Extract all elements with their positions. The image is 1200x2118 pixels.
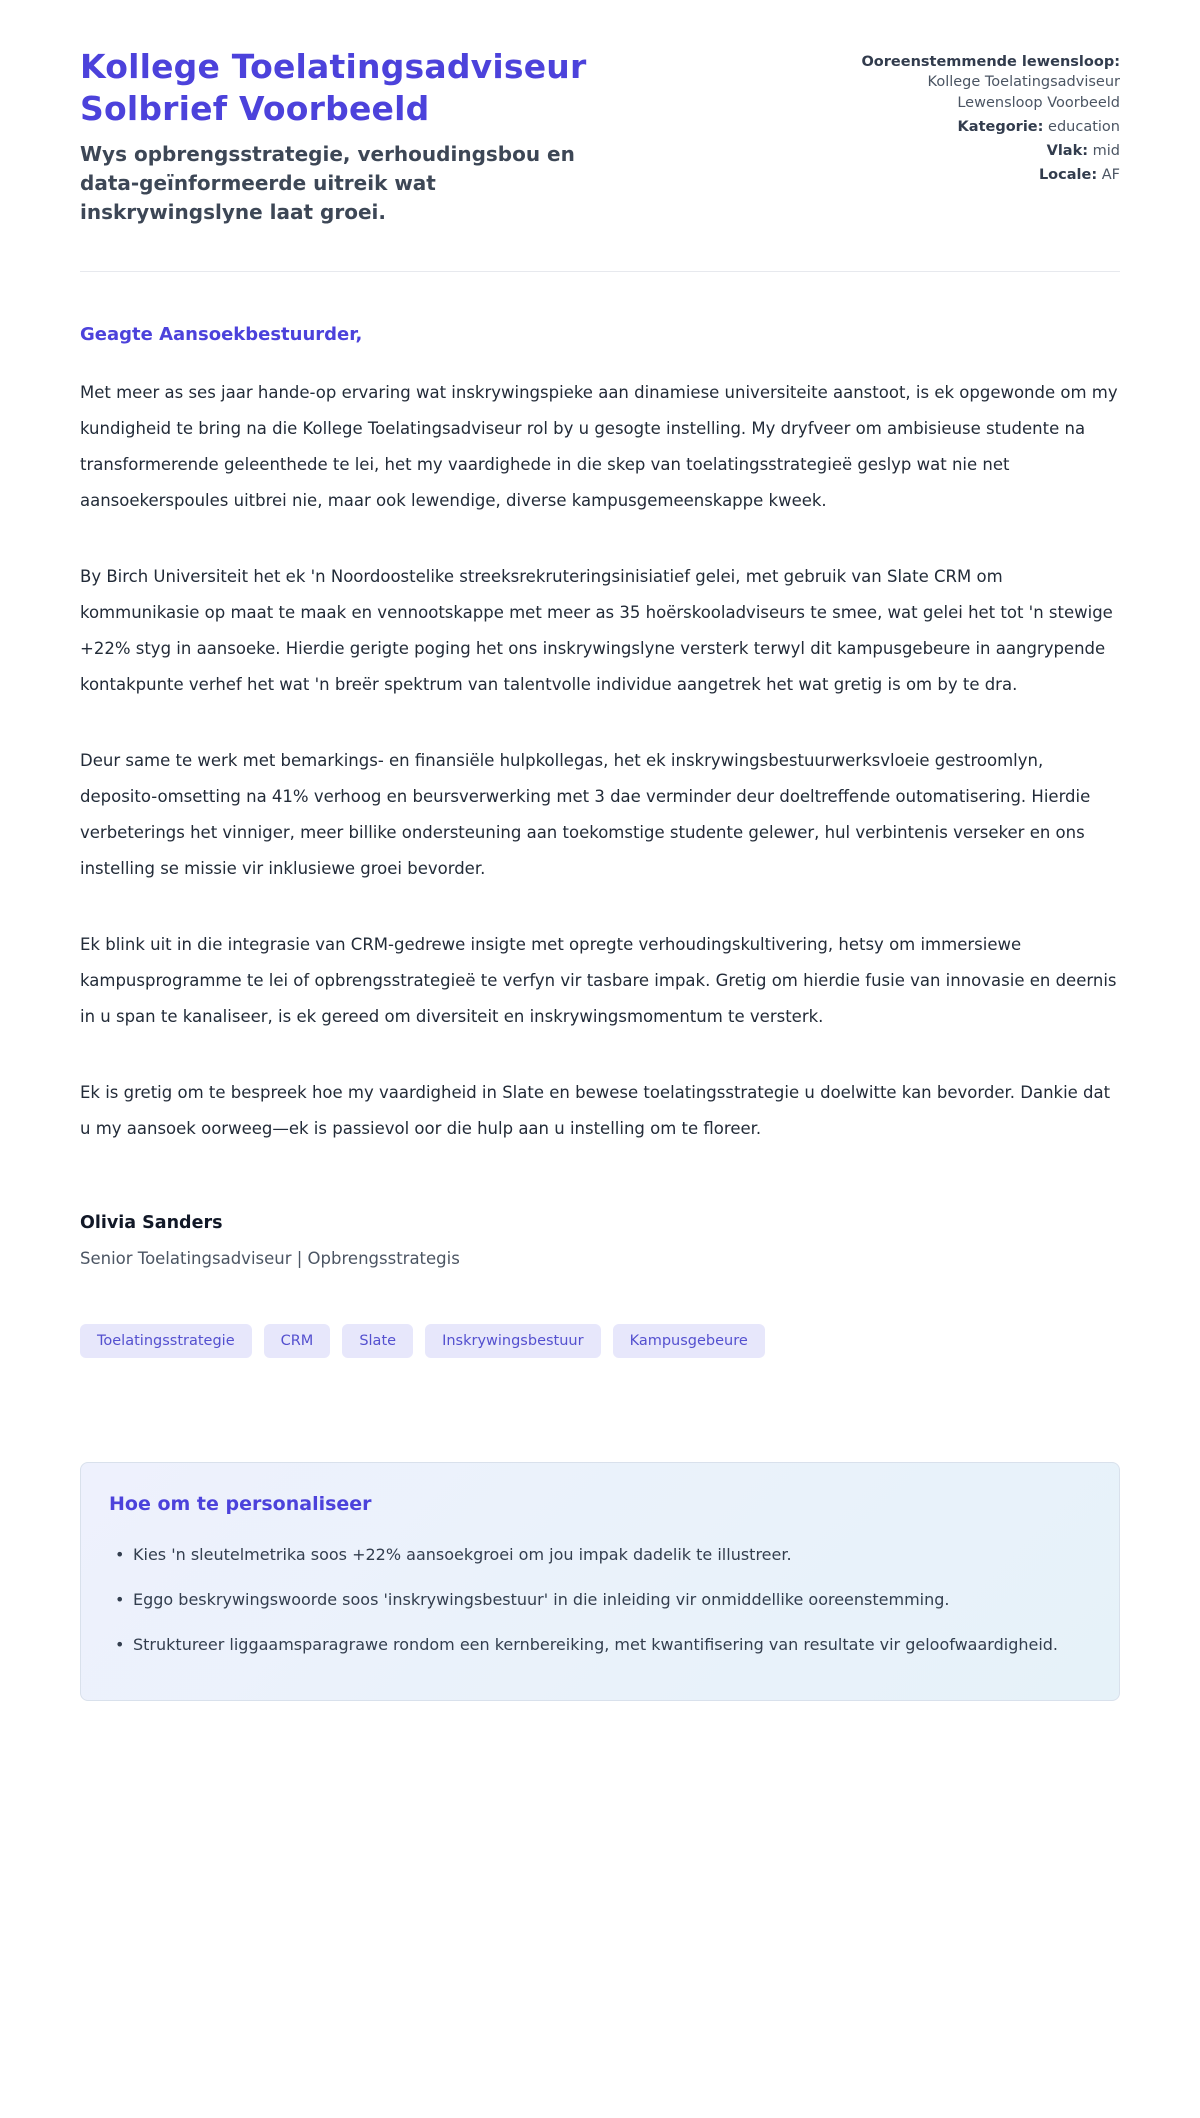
signature-name: Olivia Sanders [80, 1212, 223, 1233]
tag-chip[interactable]: Slate [342, 1324, 413, 1359]
page-title: Kollege Toelatingsadviseur Solbrief Voorbeeld [80, 47, 587, 129]
meta-category-value: education [1048, 118, 1120, 135]
meta-matching-resume-value: Kollege Toelatingsadviseur Lewensloop Voorbeeld [927, 74, 1120, 111]
letter-body [80, 324, 1120, 1267]
callout-bullet: • Kies 'n sleutelmetrika soos +22% aansoekgroei om jou impak dadelik te illustreer. [107, 1539, 1093, 1572]
letter-greeting: Geagte Aansoekbestuurder, [80, 324, 363, 346]
callout-heading: Hoe om te personaliseer [109, 1493, 372, 1516]
letter-paragraph: Met meer as ses jaar hande-op ervaring wat inskrywingspieke aan dinamiese universiteite aanstoot, is ek opgewonde om my kundigheid te bring na die Kollege Toelatingsadviseur rol by u gesogte instelling. My dryfveer om ambisieuse studente na transformerende geleenthede te lei, het my vaardighede in die skep van toelatingsstrategieë geslyp wat nie net aansoekerspoules uitbrei nie, maar ook lewendige, diverse kampusgemeenskappe kweek. [80, 383, 1118, 511]
header-title-block [80, 46, 640, 227]
meta-level-row [790, 141, 1120, 161]
header-divider [80, 271, 1120, 272]
letter-paragraph: By Birch Universiteit het ek 'n Noordoostelike streeksrekruteringsinisiatief gelei, met gebruik van Slate CRM om kommunikasie op maat te maak en vennootskappe met meer as 35 hoërskooladviseurs te smee, wat gelei het tot 'n stewige +22% styg in aansoeke. Hierdie gerigte poging het ons inskrywingslyne versterk terwyl dit kampusgebeure in aangrypende kontakpunte verhef het wat 'n breër spektrum van talentvolle individue aangetrek het wat gretig is om by te dra. [80, 567, 1113, 695]
meta-locale-label: Locale: [1038, 167, 1098, 184]
tag-chip[interactable]: Toelatingsstrategie [80, 1324, 252, 1359]
letter-paragraph: Ek blink uit in die integrasie van CRM-gedrewe insigte met opregte verhoudingskultivering, hetsy om immersiewe kampusprogramme te lei of opbrengsstrategieë te verfyn vir tasbare impak. Gretig om hierdie fusie van innovasie en deernis in u span te kanaliseer, is ek gereed om diversiteit en inskrywingsmomentum te versterk. [80, 935, 1117, 1027]
tag-chip[interactable]: Inskrywingsbestuur [425, 1324, 601, 1359]
header [80, 46, 1120, 227]
callout-bullet: • Eggo beskrywingswoorde soos 'inskrywingsbestuur' in die inleiding vir onmiddellike ooreenstemming. [107, 1584, 1093, 1617]
meta-level-label: Vlak: [1046, 143, 1089, 160]
meta-matching-resume-label: Ooreenstemmende lewensloop: [861, 54, 1120, 70]
tag-chip[interactable]: CRM [264, 1324, 331, 1359]
signature-block [80, 1213, 1120, 1268]
meta-category-row [790, 117, 1120, 137]
callout-bullet-list [107, 1539, 1093, 1661]
letter-paragraph: Deur same te werk met bemarkings- en finansiële hulpkollegas, het ek inskrywingsbestuurwerksvloeie gestroomlyn, deposito-omsetting na 41% verhoog en beursverwerking met 3 dae verminder deur doeltreffende outomatisering. Hierdie verbeterings het vinniger, meer billike ondersteuning aan toekomstige studente gelewer, hul verbintenis verseker en ons instelling se missie vir inklusiewe groei bevorder. [80, 751, 1091, 879]
meta-level-value: mid [1092, 143, 1120, 160]
tag-chip[interactable]: Kampusgebeure [613, 1324, 765, 1359]
meta-panel [790, 46, 1120, 186]
letter-paragraphs [80, 375, 1120, 1146]
meta-locale-value: AF [1101, 167, 1120, 184]
letter-paragraph: Ek is gretig om te bespreek hoe my vaardigheid in Slate en bewese toelatingsstrategie u doelwitte kan bevorder. Dankie dat u my aansoek oorweeg—ek is passievol oor die hulp aan u instelling om te floreer. [80, 1083, 1111, 1138]
callout-bullet: • Struktureer liggaamsparagrawe rondom een kernbereiking, met kwantifisering van resultate vir geloofwaardigheid. [107, 1629, 1093, 1662]
meta-category-label: Kategorie: [957, 118, 1044, 135]
personalization-callout [80, 1462, 1120, 1700]
page-subtitle: Wys opbrengsstrategie, verhoudingsbou en data-geïnformeerde uitreik wat inskrywingslyne laat groei. [80, 142, 575, 225]
meta-locale-row [790, 165, 1120, 185]
signature-title: Senior Toelatingsadviseur | Opbrengsstrategis [80, 1248, 460, 1268]
tag-list [80, 1324, 1120, 1359]
